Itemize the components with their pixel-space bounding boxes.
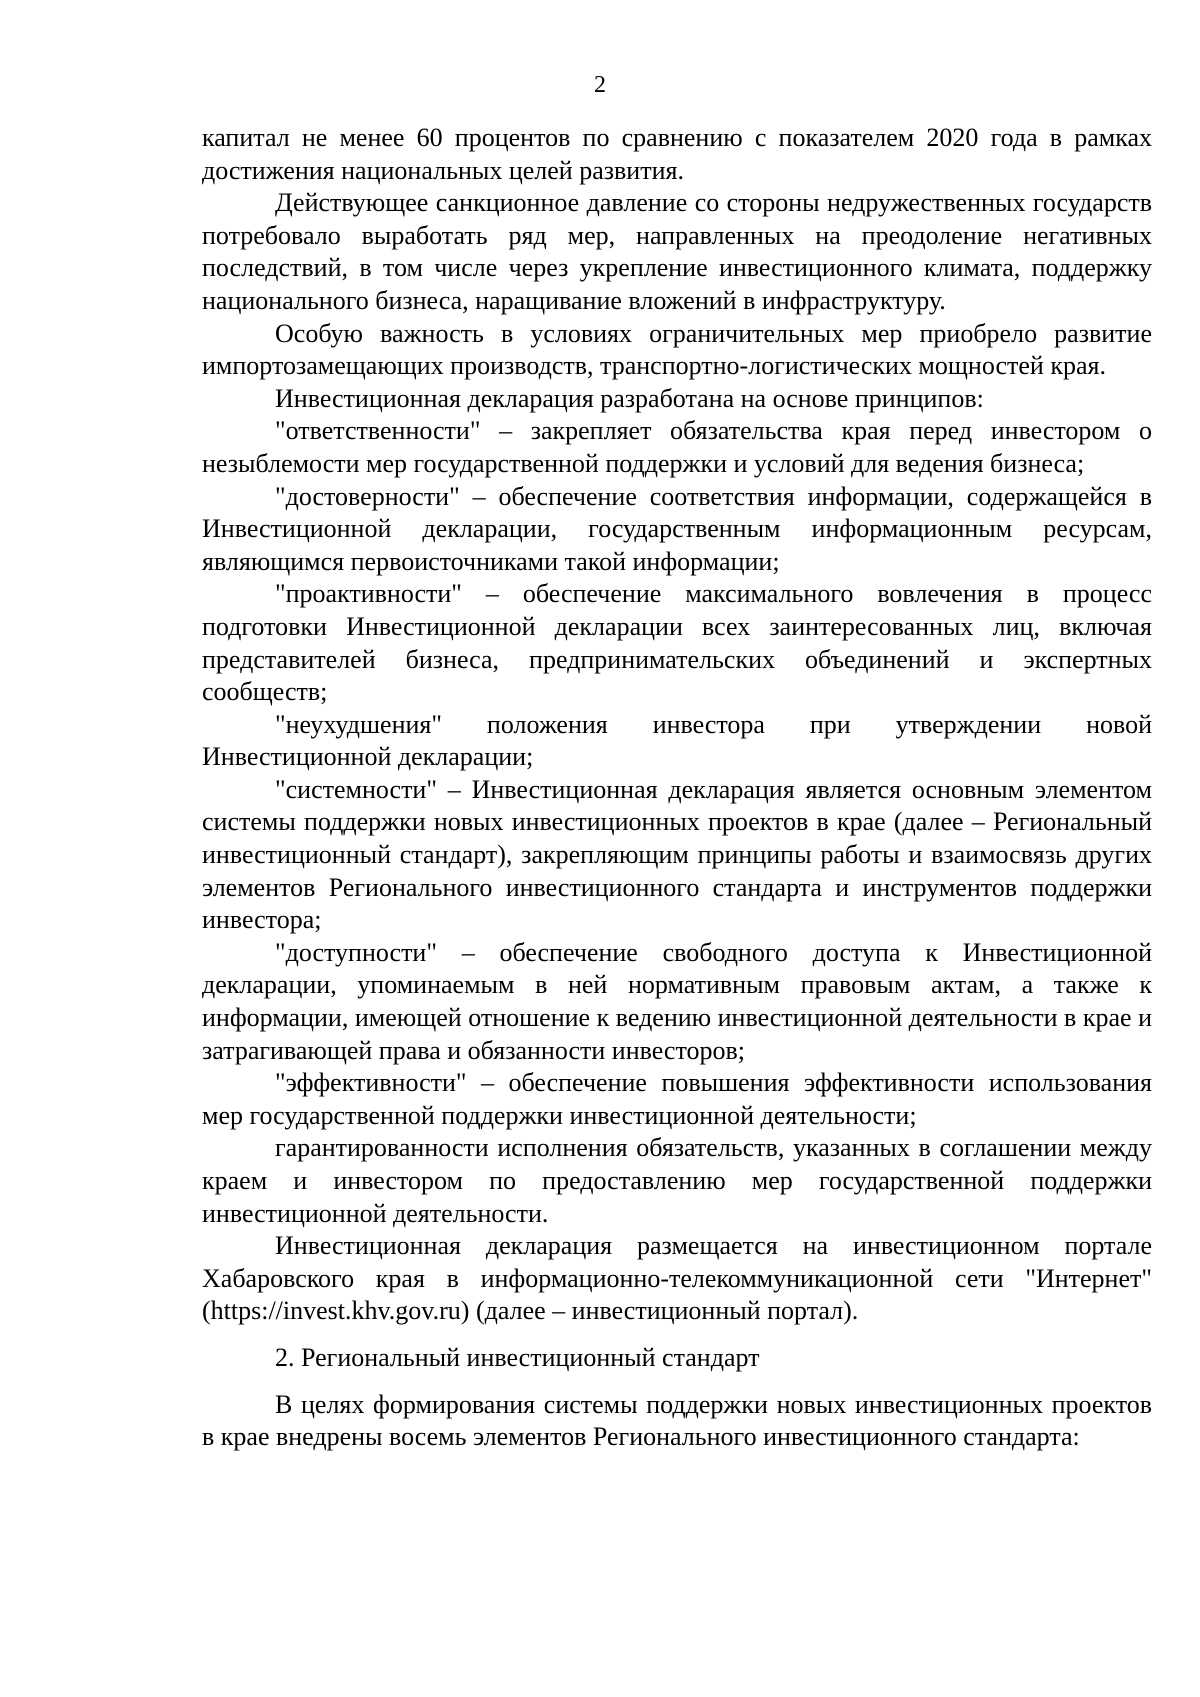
principle-systematicity: "системности" – Инвестиционная декларация является основным элементом системы поддержки новых инвестиционных проектов в крае (далее – Региональный инвестиционный стандарт), закрепляющим принципы работы и взаимосвязь других элементов Регионального инвестиционного стандарта и инструментов поддержки инвестора; bbox=[202, 774, 1152, 935]
principle-guarantee: гарантированности исполнения обязательств, указанных в соглашении между краем и инвестором по предоставлению мер государственной поддержки инвестиционной деятельности. bbox=[202, 1133, 1152, 1228]
document-body bbox=[202, 122, 1152, 1454]
section-heading: 2. Региональный инвестиционный стандарт bbox=[275, 1342, 760, 1372]
principle-proactivity: "проактивности" – обеспечение максимального вовлечения в процесс подготовки Инвестиционной декларации всех заинтересованных лиц, включая представителей бизнеса, предпринимательских объединений и экспертных сообществ; bbox=[202, 579, 1152, 707]
paragraph-continuation: капитал не менее 60 процентов по сравнению с показателем 2020 года в рамках достижения национальных целей развития. bbox=[202, 123, 1152, 185]
paragraph-portal-placement: Инвестиционная декларация размещается на инвестиционном портале Хабаровского края в информационно-телекоммуникационной сети "Интернет" (https://invest.khv.gov.ru) (далее – инвестиционный портал). bbox=[202, 1231, 1152, 1326]
paragraph-standard-intro: В целях формирования системы поддержки новых инвестиционных проектов в крае внедрены восемь элементов Регионального инвестиционного стандарта: bbox=[202, 1389, 1152, 1452]
paragraph-principles-intro: Инвестиционная декларация разработана на основе принципов: bbox=[275, 383, 984, 413]
principle-accessibility: "доступности" – обеспечение свободного доступа к Инвестиционной декларации, упоминаемым в ней нормативным правовым актам, а также к информации, имеющей отношение к ведению инвестиционной деятельности в крае и затрагивающей права и обязанности инвесторов; bbox=[202, 937, 1152, 1065]
principle-reliability: "достоверности" – обеспечение соответствия информации, содержащейся в Инвестиционной декларации, государственным информационным ресурсам, являющимся первоисточниками такой информации; bbox=[202, 481, 1152, 576]
principle-responsibility: "ответственности" – закрепляет обязательства края перед инвестором о незыблемости мер государственной поддержки и условий для ведения бизнеса; bbox=[202, 416, 1152, 478]
page-number: 2 bbox=[594, 72, 606, 98]
principle-efficiency: "эффективности" – обеспечение повышения эффективности использования мер государственной поддержки инвестиционной деятельности; bbox=[202, 1068, 1152, 1130]
paragraph-sanctions: Действующее санкционное давление со стороны недружественных государств потребовало выработать ряд мер, направленных на преодоление негативных последствий, в том числе через укрепление инвестиционного климата, поддержку национального бизнеса, наращивание вложений в инфраструктуру. bbox=[202, 188, 1152, 315]
principle-non-deterioration: "неухудшения" положения инвестора при утверждении новой Инвестиционной декларации; bbox=[202, 709, 1152, 772]
paragraph-import-substitution: Особую важность в условиях ограничительных мер приобрело развитие импортозамещающих производств, транспортно-логистических мощностей края. bbox=[202, 318, 1152, 381]
